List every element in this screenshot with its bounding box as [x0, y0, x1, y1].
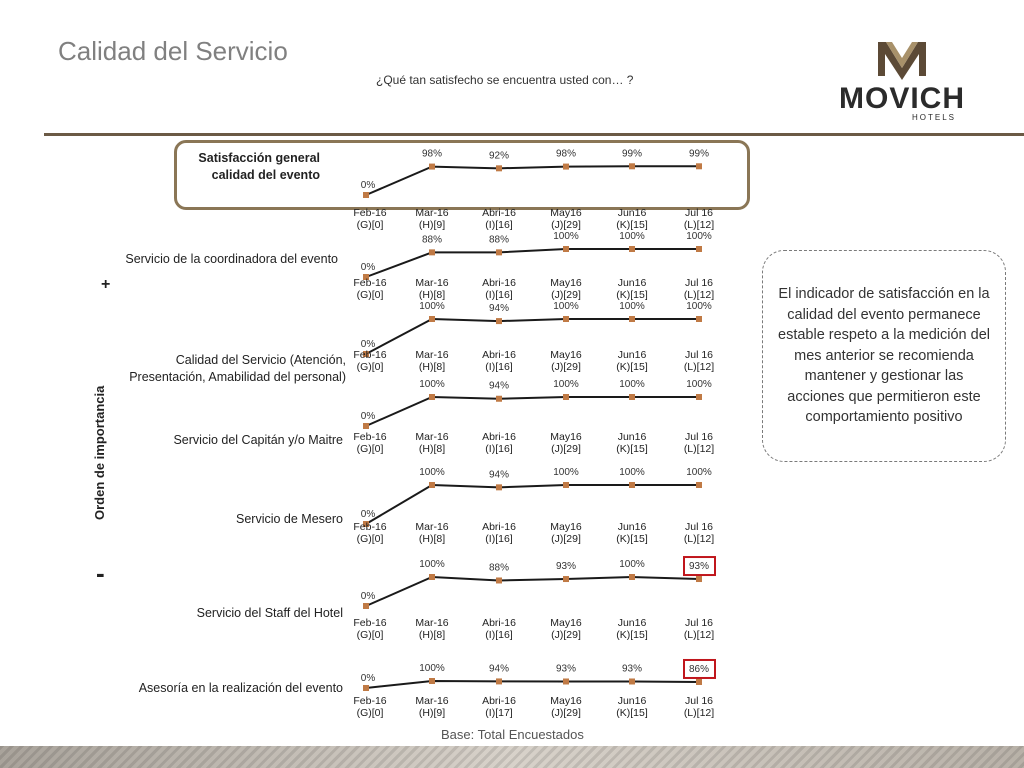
- data-point: [696, 679, 702, 685]
- tick-label: Jul 16: [684, 277, 714, 289]
- data-label: 100%: [619, 231, 645, 242]
- chart-title: Servicio de Mesero: [236, 512, 343, 526]
- tick-label: (K)[15]: [616, 629, 648, 641]
- tick-label: (H)[9]: [418, 707, 446, 719]
- tick-label: (I)[16]: [485, 629, 513, 641]
- data-label: 98%: [555, 148, 577, 160]
- tick-label: (L)[12]: [683, 219, 715, 231]
- data-label: 93%: [555, 561, 577, 573]
- chart-title: Servicio del Capitán y/o Maitre: [173, 433, 343, 447]
- data-point: [696, 576, 702, 582]
- tick-label: (J)[29]: [551, 361, 581, 373]
- data-label: 94%: [488, 380, 510, 392]
- data-point: [429, 678, 435, 684]
- tick-label: (G)[0]: [356, 443, 384, 455]
- data-point: [429, 482, 435, 488]
- tick-label: (J)[29]: [551, 443, 581, 455]
- tick-label: (K)[15]: [616, 533, 648, 545]
- series-line: [366, 577, 699, 606]
- tick-label: (H)[8]: [418, 289, 446, 301]
- tick-label: Jun16: [617, 277, 647, 289]
- tick-label: Feb-16: [353, 207, 387, 219]
- chart-title: calidad del evento: [211, 168, 320, 182]
- data-label: 88%: [488, 234, 510, 246]
- data-label: 100%: [419, 559, 445, 570]
- tick-label: (I)[16]: [485, 219, 513, 231]
- tick-label: (G)[0]: [356, 707, 384, 719]
- tick-label: May16: [550, 207, 582, 219]
- data-point: [696, 316, 702, 322]
- tick-label: (H)[9]: [418, 219, 446, 231]
- chart-title: Servicio del Staff del Hotel: [196, 606, 343, 620]
- data-label: 100%: [619, 467, 645, 478]
- tick-label: (L)[12]: [683, 361, 715, 373]
- data-point: [429, 394, 435, 400]
- series-line: [366, 166, 699, 195]
- tick-label: Mar-16: [415, 277, 449, 289]
- tick-label: Feb-16: [353, 277, 387, 289]
- data-point: [563, 576, 569, 582]
- data-label: 100%: [686, 231, 712, 242]
- data-point: [496, 678, 502, 684]
- data-label: 98%: [421, 148, 443, 160]
- tick-label: (G)[0]: [356, 533, 384, 545]
- base-note: Base: Total Encuestados: [441, 727, 584, 742]
- data-point: [563, 316, 569, 322]
- data-label: 0%: [360, 509, 376, 520]
- data-point: [696, 163, 702, 169]
- data-point: [363, 603, 369, 609]
- data-point: [629, 482, 635, 488]
- tick-label: (L)[12]: [683, 289, 715, 301]
- tick-label: Jun16: [617, 521, 647, 533]
- data-label: 100%: [619, 379, 645, 390]
- data-label: 100%: [619, 559, 645, 570]
- decorative-footer-band: [0, 746, 1024, 768]
- tick-label: Abri-16: [482, 521, 516, 533]
- data-label: 0%: [360, 180, 376, 191]
- tick-label: Feb-16: [353, 695, 387, 707]
- data-point: [563, 394, 569, 400]
- tick-label: Mar-16: [415, 617, 449, 629]
- tick-label: (I)[16]: [485, 361, 513, 373]
- data-label: 100%: [553, 301, 579, 312]
- tick-label: (K)[15]: [616, 707, 648, 719]
- data-point: [629, 316, 635, 322]
- data-label: 0%: [360, 262, 376, 273]
- tick-label: (I)[17]: [485, 707, 513, 719]
- tick-label: Feb-16: [353, 617, 387, 629]
- tick-label: (L)[12]: [683, 443, 715, 455]
- tick-label: Mar-16: [415, 349, 449, 361]
- tick-label: Jul 16: [684, 207, 714, 219]
- tick-label: Abri-16: [482, 695, 516, 707]
- data-point: [496, 577, 502, 583]
- data-point: [563, 246, 569, 252]
- data-point: [363, 685, 369, 691]
- tick-label: May16: [550, 277, 582, 289]
- data-point: [563, 164, 569, 170]
- data-label: 0%: [360, 411, 376, 422]
- tick-label: (K)[15]: [616, 289, 648, 301]
- tick-label: Abri-16: [482, 617, 516, 629]
- chart-title: Asesoría en la realización del evento: [138, 681, 343, 695]
- tick-label: (L)[12]: [683, 533, 715, 545]
- tick-label: Jul 16: [684, 521, 714, 533]
- data-label: 88%: [421, 234, 443, 246]
- tick-label: (G)[0]: [356, 629, 384, 641]
- tick-label: (G)[0]: [356, 219, 384, 231]
- tick-label: May16: [550, 617, 582, 629]
- survey-question: ¿Qué tan satisfecho se encuentra usted con… ?: [376, 73, 634, 87]
- tick-label: (H)[8]: [418, 533, 446, 545]
- tick-label: Abri-16: [482, 349, 516, 361]
- tick-label: (J)[29]: [551, 707, 581, 719]
- page-title: Calidad del Servicio: [58, 36, 288, 66]
- tick-label: (H)[8]: [418, 629, 446, 641]
- insight-note: El indicador de satisfacción en la calidad del evento permanece estable respeto a la medición del mes anterior se recomienda mantener y gestionar las acciones que permitieron este comportamiento positivo: [762, 250, 1006, 462]
- logo-subtext: HOTELS: [911, 113, 957, 122]
- tick-label: Mar-16: [415, 431, 449, 443]
- tick-label: Jul 16: [684, 617, 714, 629]
- data-label: 93%: [555, 663, 577, 675]
- tick-label: Jun16: [617, 617, 647, 629]
- tick-label: (G)[0]: [356, 361, 384, 373]
- data-label: 99%: [688, 148, 710, 160]
- data-label: 100%: [553, 379, 579, 390]
- data-label: 93%: [688, 561, 710, 573]
- tick-label: Jul 16: [684, 695, 714, 707]
- data-label: 100%: [419, 467, 445, 478]
- data-point: [429, 574, 435, 580]
- data-label: 100%: [619, 301, 645, 312]
- series-line: [366, 397, 699, 426]
- data-label: 94%: [488, 469, 510, 481]
- tick-label: Feb-16: [353, 431, 387, 443]
- tick-label: May16: [550, 521, 582, 533]
- data-label: 100%: [553, 231, 579, 242]
- minus-sign: -: [96, 558, 105, 588]
- tick-label: (K)[15]: [616, 443, 648, 455]
- tick-label: Abri-16: [482, 277, 516, 289]
- data-label: 100%: [419, 301, 445, 312]
- data-label: 0%: [360, 673, 376, 684]
- data-point: [496, 249, 502, 255]
- data-label: 100%: [419, 379, 445, 390]
- tick-label: Jun16: [617, 349, 647, 361]
- data-point: [496, 318, 502, 324]
- tick-label: (L)[12]: [683, 629, 715, 641]
- tick-label: Jun16: [617, 431, 647, 443]
- data-point: [429, 164, 435, 170]
- tick-label: (J)[29]: [551, 629, 581, 641]
- data-point: [696, 394, 702, 400]
- series-line: [366, 249, 699, 277]
- data-label: 0%: [360, 591, 376, 602]
- data-point: [563, 482, 569, 488]
- data-point: [629, 394, 635, 400]
- data-label: 100%: [553, 467, 579, 478]
- tick-label: Jul 16: [684, 349, 714, 361]
- data-label: 100%: [686, 467, 712, 478]
- tick-label: Jun16: [617, 695, 647, 707]
- tick-label: Mar-16: [415, 695, 449, 707]
- data-label: 93%: [621, 663, 643, 675]
- series-line: [366, 681, 699, 688]
- data-label: 100%: [686, 379, 712, 390]
- chart-title: Calidad del Servicio (Atención,: [175, 353, 346, 367]
- tick-label: (I)[16]: [485, 443, 513, 455]
- data-point: [496, 396, 502, 402]
- tick-label: Feb-16: [353, 521, 387, 533]
- tick-label: Feb-16: [353, 349, 387, 361]
- data-point: [496, 165, 502, 171]
- tick-label: (J)[29]: [551, 289, 581, 301]
- data-point: [629, 246, 635, 252]
- tick-label: May16: [550, 431, 582, 443]
- tick-label: May16: [550, 695, 582, 707]
- tick-label: (J)[29]: [551, 219, 581, 231]
- tick-label: Mar-16: [415, 207, 449, 219]
- data-label: 100%: [686, 301, 712, 312]
- data-point: [629, 678, 635, 684]
- data-point: [629, 574, 635, 580]
- data-point: [363, 192, 369, 198]
- data-label: 92%: [488, 150, 510, 162]
- tick-label: (G)[0]: [356, 289, 384, 301]
- tick-label: (H)[8]: [418, 361, 446, 373]
- tick-label: (I)[16]: [485, 289, 513, 301]
- data-label: 86%: [688, 663, 710, 675]
- data-label: 99%: [621, 148, 643, 160]
- tick-label: Abri-16: [482, 431, 516, 443]
- tick-label: (L)[12]: [683, 707, 715, 719]
- data-point: [429, 249, 435, 255]
- data-label: 94%: [488, 663, 510, 675]
- data-point: [629, 163, 635, 169]
- series-line: [366, 485, 699, 524]
- data-point: [563, 678, 569, 684]
- data-point: [429, 316, 435, 322]
- data-label: 100%: [419, 663, 445, 674]
- tick-label: (K)[15]: [616, 219, 648, 231]
- chart-title: Servicio de la coordinadora del evento: [125, 252, 338, 266]
- chart-title: Presentación, Amabilidad del personal): [129, 370, 346, 384]
- data-point: [496, 484, 502, 490]
- tick-label: (J)[29]: [551, 533, 581, 545]
- tick-label: Jun16: [617, 207, 647, 219]
- data-point: [363, 423, 369, 429]
- data-point: [696, 246, 702, 252]
- tick-label: (K)[15]: [616, 361, 648, 373]
- logo-text: MOVICH: [839, 82, 965, 115]
- tick-label: (I)[16]: [485, 533, 513, 545]
- data-label: 94%: [488, 303, 510, 315]
- data-label: 88%: [488, 562, 510, 574]
- tick-label: Abri-16: [482, 207, 516, 219]
- data-point: [696, 482, 702, 488]
- tick-label: May16: [550, 349, 582, 361]
- plus-sign: +: [101, 276, 111, 293]
- data-label: 0%: [360, 339, 376, 350]
- importance-axis-label: Orden de importancia: [92, 385, 107, 520]
- tick-label: Jul 16: [684, 431, 714, 443]
- tick-label: Mar-16: [415, 521, 449, 533]
- chart-title: Satisfacción general: [198, 151, 320, 165]
- tick-label: (H)[8]: [418, 443, 446, 455]
